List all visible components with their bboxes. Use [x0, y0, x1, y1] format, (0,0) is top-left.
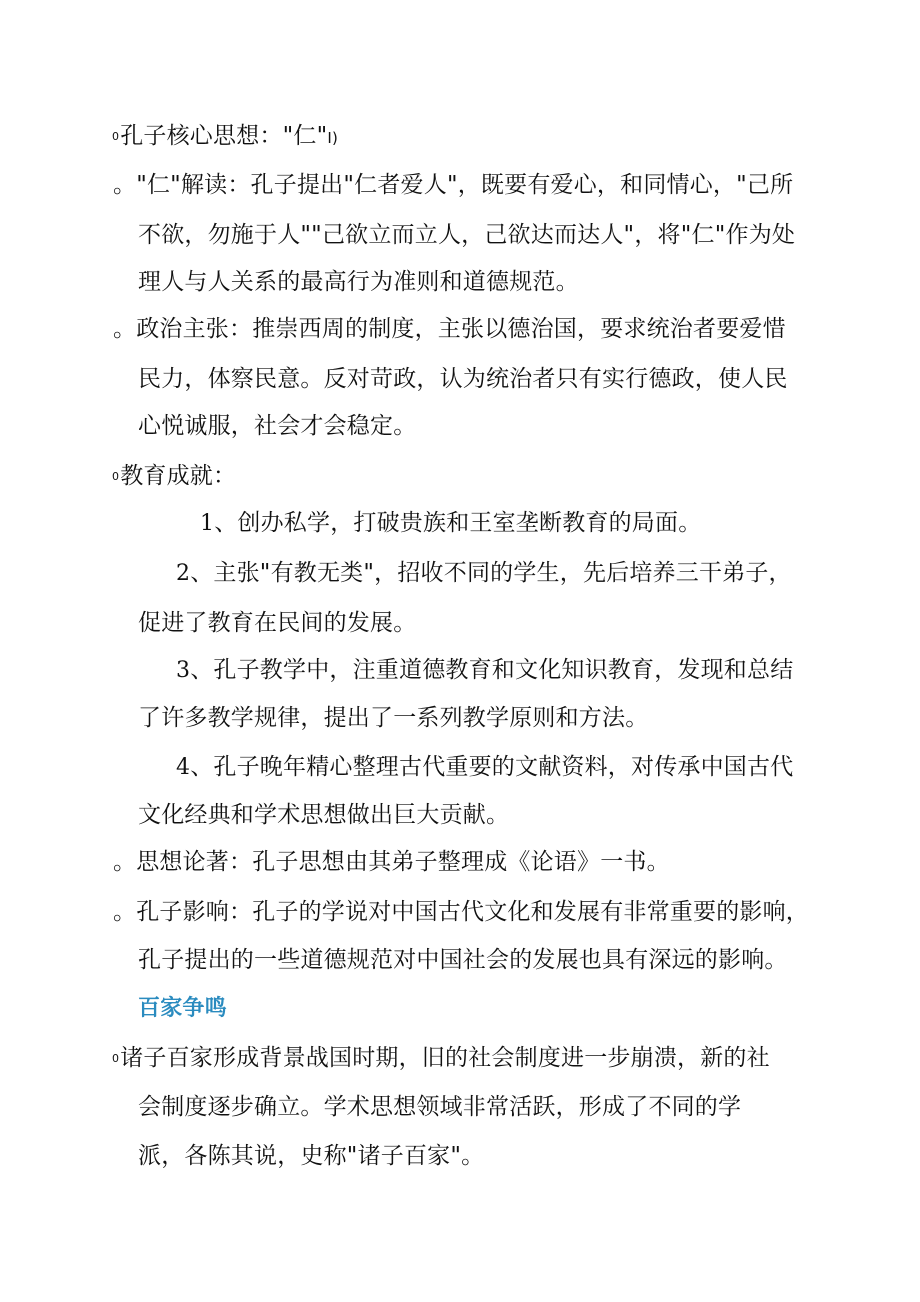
background-line-1	[112, 1043, 770, 1074]
bullet-marker: 。	[113, 172, 137, 198]
influence-line-2: 孔子提出的一些道德规范对中国社会的发展也具有深远的影响。	[138, 947, 788, 973]
item-text: 、创办私学，打破贵族和王室垄断教育的局面。	[214, 510, 702, 536]
works-line	[113, 847, 670, 877]
education-item-3	[176, 655, 793, 686]
bullet-marker: 。	[113, 849, 137, 875]
ren-line-2: 不欲，勿施于人""己欲立而立人，己欲达而达人"，将"仁"作为处	[138, 222, 796, 248]
ren-line-1	[113, 170, 793, 200]
politics-line-1	[113, 314, 786, 344]
bullet-marker: 0	[112, 469, 120, 483]
ren-text-1: "仁"解读：孔子提出"仁者爱人"，既要有爱心，和同情心，"己所	[136, 172, 794, 198]
bullet-marker: 0	[112, 1051, 120, 1065]
title-text: 孔子核心思想："仁"	[120, 123, 328, 149]
politics-line-3: 心悦诚服，社会才会稳定。	[138, 413, 417, 439]
education-item-4-cont: 文化经典和学术思想做出巨大贡献。	[138, 802, 510, 828]
education-item-1	[200, 508, 701, 539]
section-title-ren	[112, 121, 338, 153]
section-heading-baijia: 百家争鸣	[138, 996, 227, 1021]
bullet-marker: 。	[113, 316, 137, 342]
title-tail: I)	[327, 129, 339, 147]
item-text: 、主张"有教无类"，招收不同的学生，先后培养三干弟子，	[190, 560, 792, 586]
background-line-2: 会制度逐步确立。学术思想领域非常活跃，形成了不同的学	[138, 1094, 742, 1120]
background-line-3: 派，各陈其说，史称"诸子百家"。	[138, 1143, 485, 1169]
background-text-1: 诸子百家形成背景战国时期，旧的社会制度进一步崩溃，新的社	[120, 1045, 770, 1071]
education-item-3-cont: 了许多教学规律，提出了一系列教学原则和方法。	[138, 705, 649, 731]
education-item-2	[176, 558, 792, 589]
item-number: 3	[176, 658, 191, 683]
bullet-marker: 0	[112, 129, 120, 143]
item-text: 、孔子教学中，注重道德教育和文化知识教育，发现和总结	[190, 657, 794, 683]
item-number: 4	[176, 755, 191, 780]
bullet-marker: 。	[113, 899, 137, 925]
politics-text-1: 政治主张：推崇西周的制度，主张以德治国，要求统治者要爱惜	[136, 316, 786, 342]
politics-line-2: 民力，体察民意。反对苛政，认为统治者只有实行德政，使人民	[138, 366, 788, 392]
ren-line-3: 理人与人关系的最高行为准则和道德规范。	[138, 269, 579, 295]
influence-line-1	[113, 897, 809, 927]
education-title	[112, 461, 236, 492]
education-item-2-cont: 促进了教育在民间的发展。	[138, 610, 417, 636]
item-number: 1	[200, 511, 215, 536]
influence-text-1: 孔子影响：孔子的学说对中国古代文化和发展有非常重要的影响，	[136, 899, 810, 925]
education-title-text: 教育成就：	[120, 463, 237, 489]
item-text: 、孔子晚年精心整理古代重要的文献资料，对传承中国古代	[190, 754, 794, 780]
works-text: 思想论著：孔子思想由其弟子整理成《论语》一书。	[136, 849, 670, 875]
education-item-4	[176, 752, 793, 783]
item-number: 2	[176, 561, 191, 586]
